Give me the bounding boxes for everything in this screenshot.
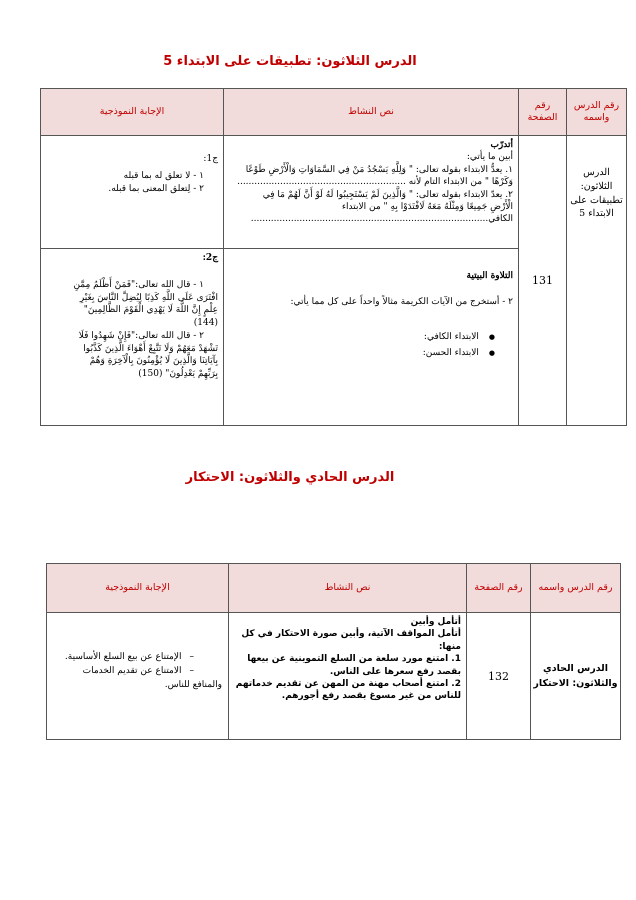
activity-line: ١. يعدُّ الابتداء بقوله تعالى: " وَلِلَّهِ يَسْجُدُ مَنْ فِي السَّمَاوَاتِ وَالْأَرْضِ طَوْعًا	[245, 164, 513, 175]
activity-heading: أتدرّب	[490, 140, 513, 150]
header-page: رقم الصفحة	[519, 89, 567, 136]
activity-item: 2. امتنع أصحاب مهنة من المهن عن تقديم خدماتهم للناس من غير مسوغ بقصد رفع أجورهم.	[235, 679, 461, 702]
answer-line: عِلْمٍ إِنَّ اللَّهَ لَا يَهْدِي الْقَوْمَ الظَّالِمِينَ"	[83, 305, 218, 316]
answer-1	[41, 136, 224, 249]
answer-line: بِآيَاتِنَا وَالَّذِينَ لَا يُؤْمِنُونَ بِالْآخِرَةِ وَهُمْ	[89, 356, 218, 367]
activity-line: الْأَرْضِ جَمِيعًا وَمِثْلَهُ مَعَهُ لَافْتَدَوْا بِهِ " من الابتداء	[341, 202, 513, 213]
answer-item: – الامتناع عن تقديم الخدمات والمنافع للناس.	[51, 665, 222, 693]
bullet-item: ● الابتداء الكافي:	[228, 331, 513, 343]
activity-home-recitation	[224, 249, 519, 426]
activity-instruction: أبين ما يأتي:	[466, 152, 513, 163]
answer-label: ج1:	[203, 154, 218, 164]
header-page: رقم الصفحة	[467, 564, 531, 613]
answer-label: ج2:	[202, 253, 218, 263]
page-number: 132	[467, 613, 531, 740]
activity-practice	[224, 136, 519, 249]
answer-line: بِرَبِّهِمْ يَعْدِلُونَ" (150)	[138, 369, 218, 380]
answer-line: (144)	[193, 318, 218, 329]
activity-heading: التلاوة البيتية	[466, 271, 513, 281]
answer-line: ١ - قال الله تعالى:"فَمَنْ أَظْلَمُ مِمَّنِ	[73, 279, 204, 290]
activity-instruction: ٢ - أستخرج من الآيات الكريمة مثالاً واحداً على كل مما يأتي:	[290, 297, 513, 308]
header-answer: الإجابة النموذجية	[41, 89, 224, 136]
lesson30-table	[40, 88, 627, 426]
header-answer: الإجابة النموذجية	[47, 564, 229, 613]
activity-reflect	[229, 613, 467, 740]
activity-item: 1. امتنع مورد سلعة من السلع التموينية عن بيعها بقصد رفع سعرها على الناس.	[247, 654, 461, 677]
answer-item: ٢ - لِتعلق المعنى بما قبله.	[108, 183, 204, 194]
lesson31-table	[46, 563, 621, 740]
answer	[47, 613, 229, 740]
answer-item: ١ - لا تعلق له بما قبله	[123, 170, 204, 181]
lesson-name: الدرس الثلاثون: تطبيقات على الابتداء 5	[567, 136, 627, 426]
bullet-item: ● الابتداء الحسن:	[228, 347, 513, 359]
header-activity: نص النشاط	[224, 89, 519, 136]
page-number: 131	[519, 136, 567, 426]
lesson-name: الدرس الحادي والثلاثون: الاحتكار	[531, 613, 621, 740]
answer-item: – الإمتناع عن بيع السلع الأساسية.	[51, 651, 222, 665]
header-lesson: رقم الدرس واسمه	[531, 564, 621, 613]
answer-line: تَشْهَدْ مَعَهُمْ وَلَا تَتَّبِعْ أَهْوَاءَ الَّذِينَ كَذَّبُوا	[83, 343, 218, 354]
lesson31-title: الدرس الحادي والثلاثون: الاحتكار	[185, 470, 395, 485]
activity-line: ٢. يعدّ الابتداء بقوله تعالى: " وَالَّذِينَ لَمْ يَسْتَجِيبُوا لَهُ لَوْ أَنَّ لَهُمْ مَا فِي	[262, 189, 513, 200]
header-lesson: رقم الدرس واسمه	[567, 89, 627, 136]
activity-heading: أتأمل وأبين	[410, 617, 461, 627]
activity-line: وَكَرْهًا " من الابتداء التام لأنه ...........................................................	[237, 177, 513, 188]
lesson30-title: الدرس الثلاثون: تطبيقات على الابتداء 5	[163, 54, 417, 69]
answer-2	[41, 249, 224, 426]
answer-line: افْتَرَى عَلَى اللَّهِ كَذِبًا لِيُضِلَّ النَّاسَ بِغَيْرِ	[79, 292, 218, 303]
header-activity: نص النشاط	[229, 564, 467, 613]
answer-line: ٢ - قال الله تعالى:"فَإِنْ شَهِدُوا فَلَا	[78, 330, 204, 341]
activity-instruction: أتأمل المواقف الآتية، وأبين صورة الاحتكار في كل منها:	[241, 629, 461, 652]
activity-line: الكافي...................................................................................	[250, 214, 513, 225]
